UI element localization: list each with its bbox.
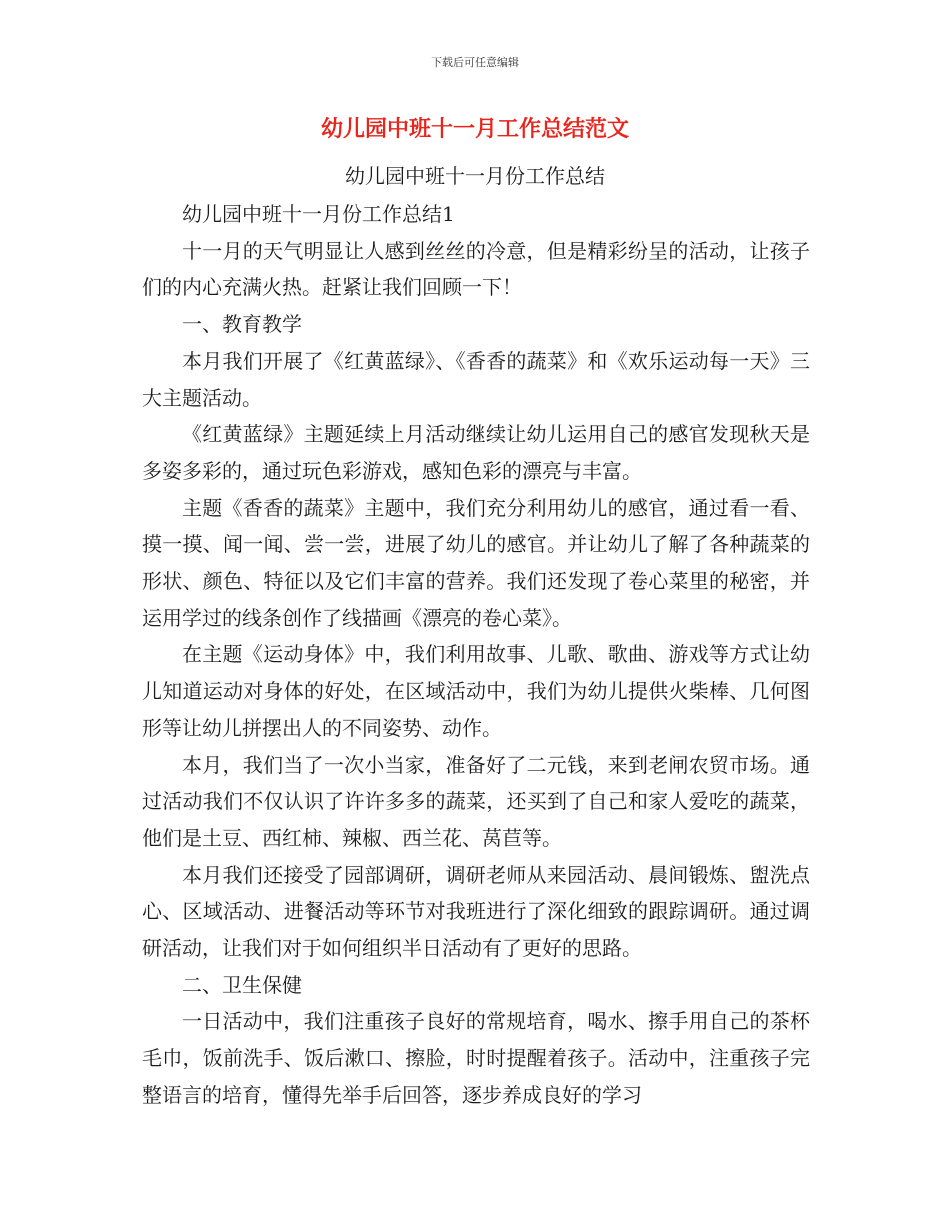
section-heading: 二、卫生保健 [182,972,302,997]
document-title: 幼儿园中班十一月工作总结范文 [320,117,629,142]
document-subtitle: 幼儿园中班十一月份工作总结 [345,164,605,188]
paragraph: 十一月的天气明显让人感到丝丝的冷意，但是精彩纷呈的活动，让孩子们的内心充满火热。赶紧让我们回顾一下！ [142,238,810,300]
paragraph: 本月，我们当了一次小当家，准备好了二元钱，来到老闸农贸市场。通过活动我们不仅认识了许许多多的蔬菜，还买到了自己和家人爱吃的蔬菜，他们是土豆、西红柿、辣椒、西兰花、莴苣等。 [142,752,810,850]
paragraph: 主题《香香的蔬菜》主题中，我们充分利用幼儿的感官，通过看一看、摸一摸、闻一闻、尝一尝，进展了幼儿的感官。并让幼儿了解了各种蔬菜的形状、颜色、特征以及它们丰富的营养。我们还发现了卷心菜里的秘密，并运用学过的线条创作了线描画《漂亮的卷心菜》。 [142,495,810,630]
paragraph: 《红黄蓝绿》主题延续上月活动继续让幼儿运用自己的感官发现秋天是多姿多彩的，通过玩色彩游戏，感知色彩的漂亮与丰富。 [142,422,810,483]
paragraph: 本月我们还接受了园部调研，调研老师从来园活动、晨间锻炼、盥洗点心、区域活动、进餐活动等环节对我班进行了深化细致的跟踪调研。通过调研活动，让我们对于如何组织半日活动有了更好的思路。 [142,862,810,961]
paragraph: 本月我们开展了《红黄蓝绿》、《香香的蔬菜》和《欢乐运动每一天》三大主题活动。 [142,348,810,410]
section-heading: 一、教育教学 [182,312,302,337]
paragraph: 在主题《运动身体》中，我们利用故事、儿歌、歌曲、游戏等方式让幼儿知道运动对身体的好处，在区域活动中，我们为幼儿提供火柴棒、几何图形等让幼儿拼摆出人的不同姿势、动作。 [142,642,810,740]
paragraph: 一日活动中，我们注重孩子良好的常规培育，喝水、擦手用自己的茶杯毛巾，饭前洗手、饭后漱口、擦脸，时时提醒着孩子。活动中，注重孩子完整语言的培育，懂得先举手后回答，逐步养成良好的学习 [142,1009,810,1107]
paragraph: 幼儿园中班十一月份工作总结1 [182,202,455,226]
document-body [142,196,810,1114]
header-note: 下载后可任意编辑 [431,56,519,69]
